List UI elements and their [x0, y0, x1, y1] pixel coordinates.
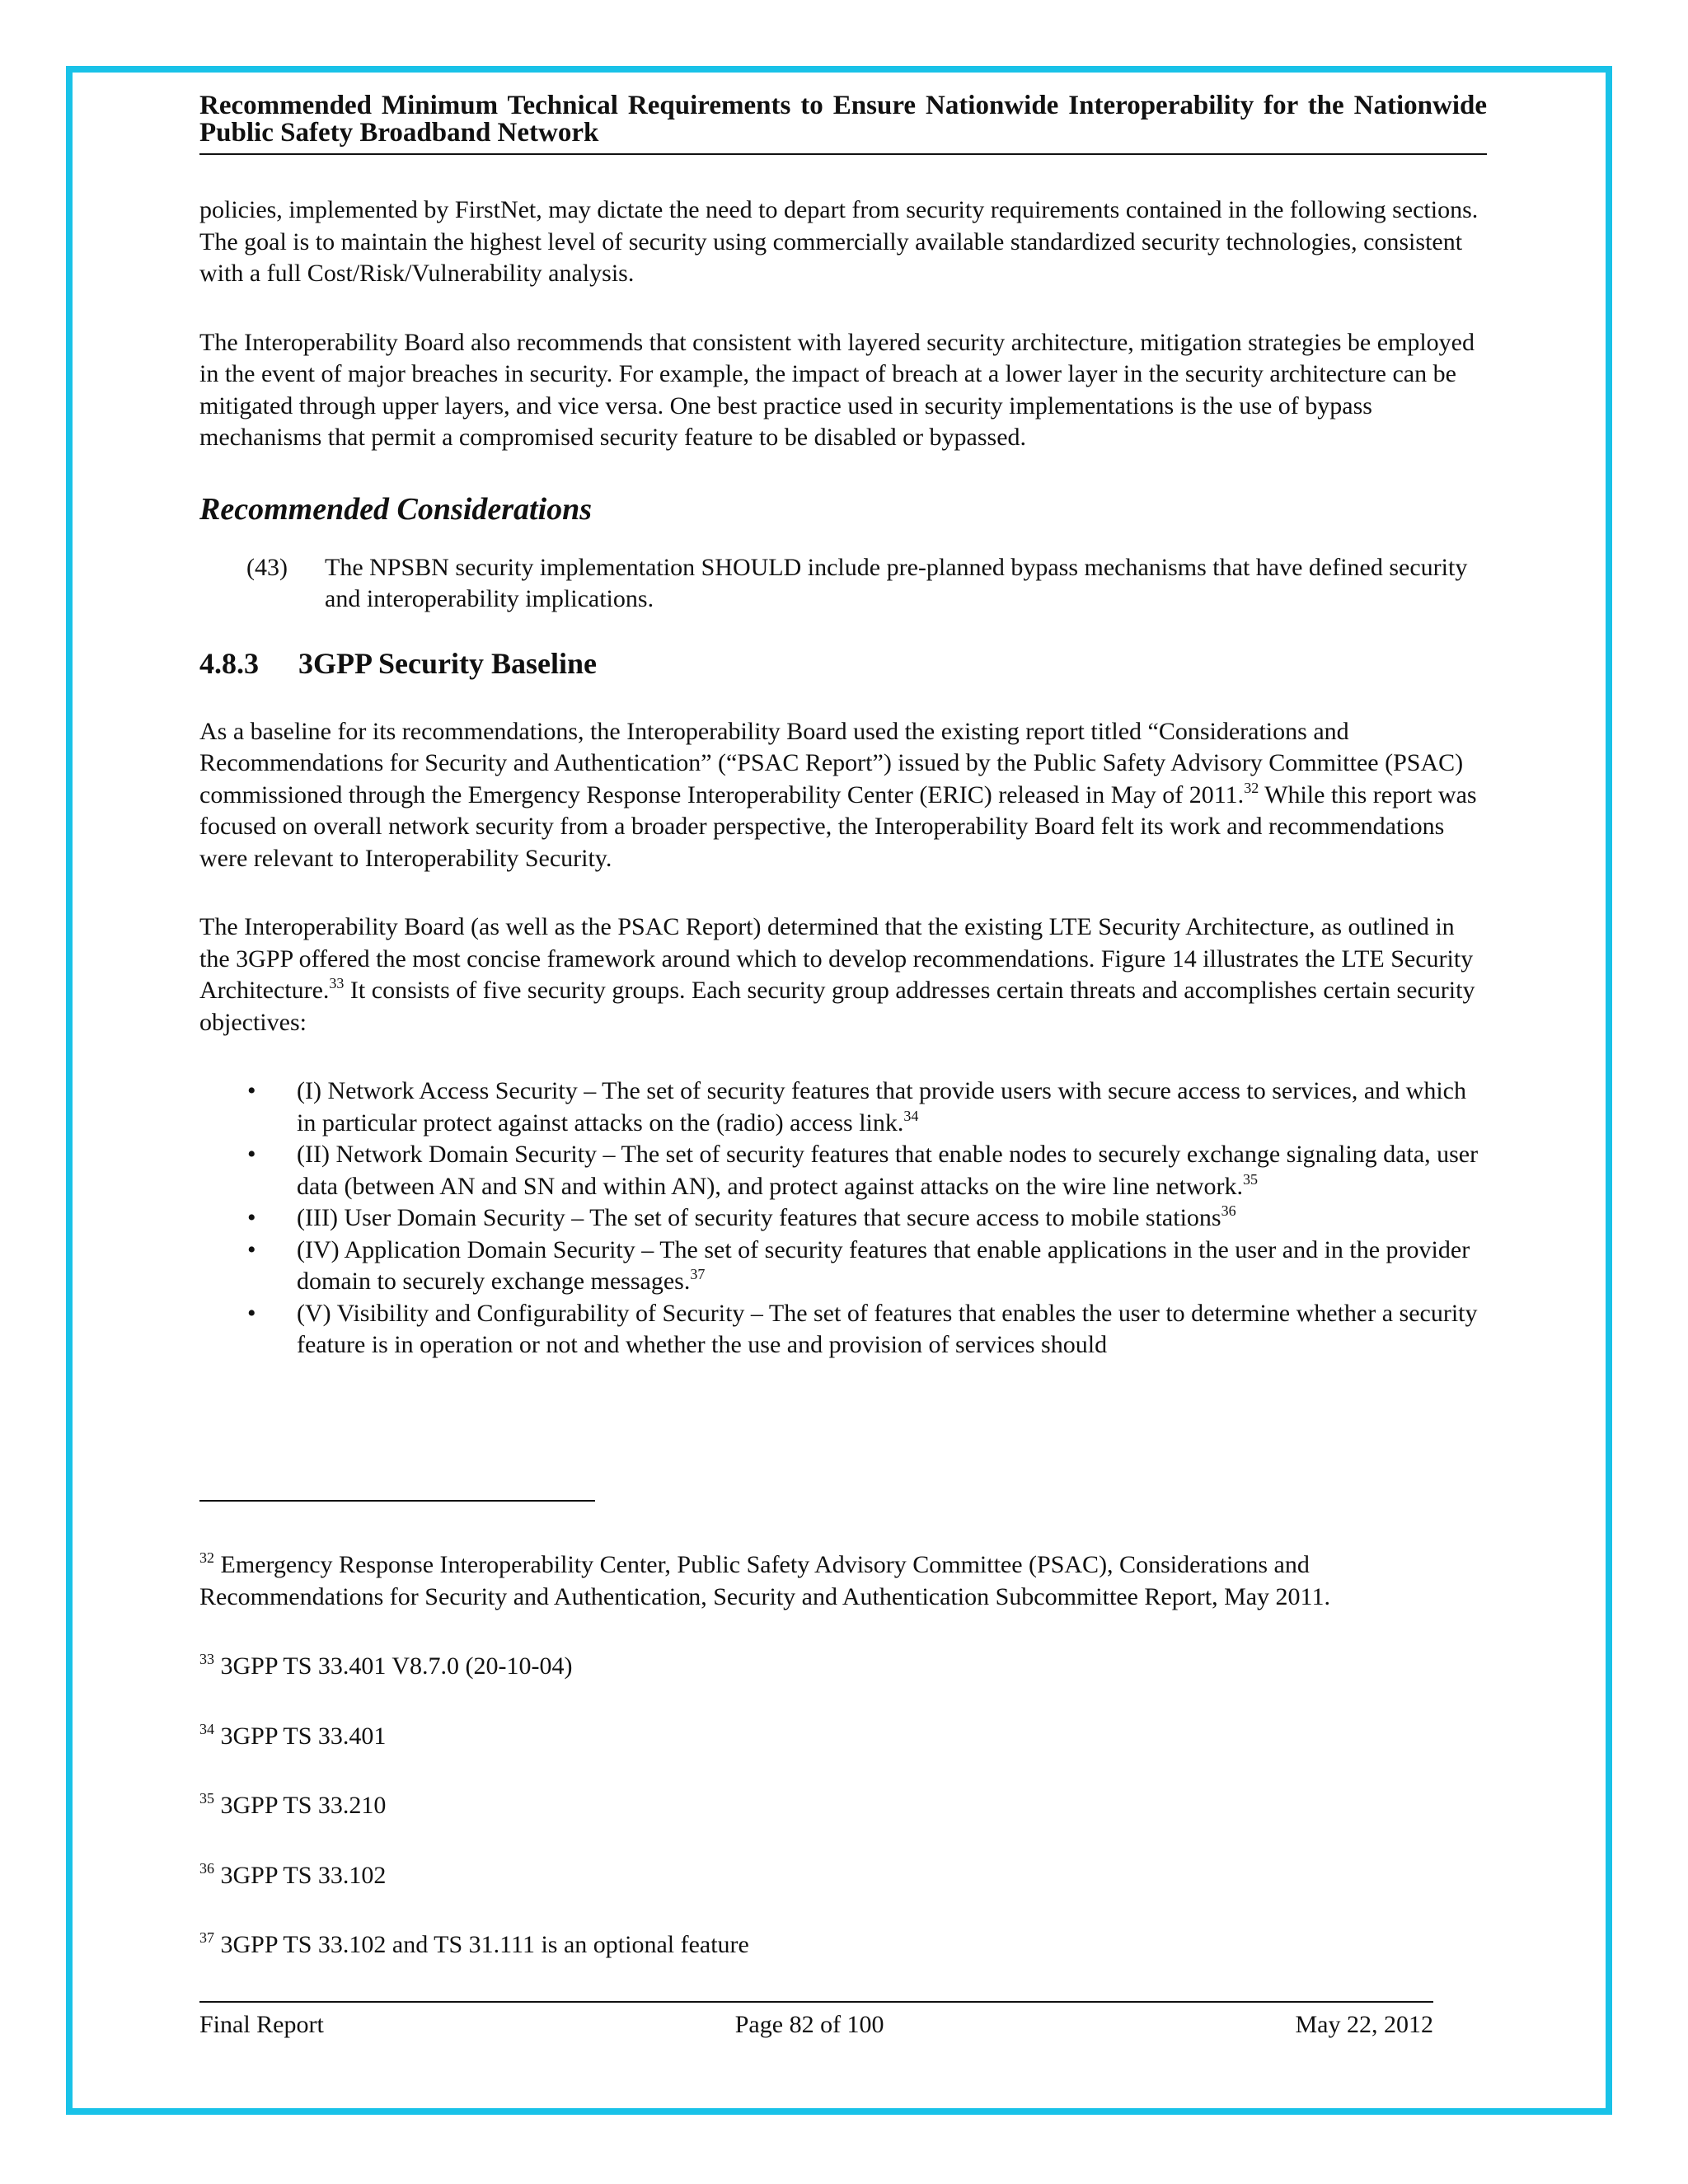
security-groups-list [199, 1076, 1481, 1361]
bullet-icon [199, 1139, 297, 1202]
list-item-text: (III) User Domain Security – The set of security features that secure access to mobile stations [297, 1204, 1221, 1231]
list-item-text: (I) Network Access Security – The set of security features that provide users with secure access to services, and which in particular protect against attacks on the (radio) access link. [297, 1077, 1466, 1137]
footnote-ref-32[interactable]: 32 [1244, 779, 1259, 796]
bullet-icon [199, 1076, 297, 1139]
list-item [199, 1298, 1481, 1361]
paragraph-1: policies, implemented by FirstNet, may dictate the need to depart from security requirements contained in the following sections. The goal is to maintain the highest level of security using commercially available standardized security technologies, consistent with a full Cost/Risk/Vulnerability analysis. [199, 196, 1479, 287]
list-item-text: (IV) Application Domain Security – The set of security features that enable applications in the user and in the provider domain to securely exchange messages. [297, 1235, 1470, 1295]
paragraph-4 [199, 912, 1481, 1038]
recommendation-number: (43) [246, 553, 288, 581]
footer-rule [199, 2001, 1433, 2003]
footnote-ref-36[interactable]: 36 [1221, 1202, 1236, 1219]
footnote-separator [199, 1500, 595, 1502]
footnote-number: 35 [199, 1790, 214, 1807]
section-title: 3GPP Security Baseline [298, 646, 597, 680]
footnote-number: 36 [199, 1859, 214, 1877]
footnote-36 [199, 1860, 1481, 1892]
footnotes [199, 1549, 1481, 1999]
footnote-33 [199, 1651, 1481, 1683]
header-rule [199, 153, 1487, 155]
footer-left: Final Report [199, 2011, 324, 2038]
footnote-number: 34 [199, 1720, 214, 1737]
footnote-37 [199, 1929, 1481, 1961]
list-item [199, 1076, 1481, 1139]
footnote-number: 37 [199, 1929, 214, 1946]
list-item-text: (V) Visibility and Configurability of Security – The set of features that enables the user to determine whether a security feature is in operation or not and whether the use and provision of services should [297, 1299, 1478, 1358]
recommendation-item [199, 552, 1481, 616]
section-heading [199, 645, 1481, 682]
section-number: 4.8.3 [199, 646, 259, 680]
footnote-ref-34[interactable]: 34 [903, 1107, 919, 1124]
list-item [199, 1202, 1481, 1235]
page-header [199, 92, 1487, 147]
bullet-icon [199, 1235, 297, 1298]
footnote-text: Emergency Response Interoperability Center, Public Safety Advisory Committee (PSAC), Considerations and Recommendations for Security and Authentication, Security and Authentication Subcommittee Report, May 2011. [199, 1551, 1330, 1610]
list-item [199, 1139, 1481, 1202]
recommendation-text: The NPSBN security implementation SHOULD include pre-planned bypass mechanisms that have defined security and interoperability implications. [325, 553, 1468, 612]
footer-date: May 22, 2012 [1295, 2011, 1433, 2038]
footnote-text: 3GPP TS 33.210 [214, 1792, 387, 1819]
footnote-text: 3GPP TS 33.102 and TS 31.111 is an optional feature [214, 1931, 749, 1958]
paragraph-2: The Interoperability Board also recommends that consistent with layered security architecture, mitigation strategies be employed in the event of major breaches in security. For example, the impact of breach at a lower layer in the security architecture can be mitigated through upper layers, and vice versa. One best practice used in security implementations is the use of bypass mechanisms that permit a compromised security feature to be disabled or bypassed. [199, 328, 1475, 451]
page-footer [199, 2009, 1433, 2041]
footnote-35 [199, 1790, 1481, 1822]
footnote-ref-35[interactable]: 35 [1243, 1170, 1259, 1188]
header-title: Recommended Minimum Technical Requirements to Ensure Nationwide Interoperability for the Nationwide Public Safety Broadband Network [199, 91, 1487, 148]
bullet-icon [199, 1202, 297, 1235]
paragraph-4-text-continued: It consists of five security groups. Each security group addresses certain threats and accomplishes certain security objectives: [199, 977, 1475, 1036]
paragraph-3 [199, 716, 1481, 875]
paragraph-3-text: As a baseline for its recommendations, the Interoperability Board used the existing report titled “Considerations and Recommendations for Security and Authentication” (“PSAC Report”) issued by the Public Safety Advisory Committee (PSAC) commissioned through the Emergency Response Interoperability Center (ERIC) released in May of 2011. [199, 717, 1464, 808]
footnote-text: 3GPP TS 33.102 [214, 1861, 387, 1889]
page-body [199, 194, 1481, 1361]
list-item [199, 1235, 1481, 1298]
page-number: Page 82 of 100 [734, 2011, 884, 2038]
footnote-34 [199, 1721, 1481, 1753]
footnote-ref-37[interactable]: 37 [690, 1266, 706, 1282]
bullet-icon [199, 1298, 297, 1361]
footnote-number: 32 [199, 1549, 214, 1566]
recommended-considerations-heading: Recommended Considerations [199, 491, 593, 527]
footnote-text: 3GPP TS 33.401 [214, 1722, 387, 1750]
footnote-32 [199, 1549, 1481, 1613]
list-item-text: (II) Network Domain Security – The set of security features that enable nodes to securely exchange signaling data, user data (between AN and SN and within AN), and protect against attacks on the wire line network. [297, 1141, 1479, 1200]
footnote-ref-33[interactable]: 33 [329, 975, 345, 991]
footnote-number: 33 [199, 1651, 214, 1667]
paragraph-4-text: The Interoperability Board (as well as the PSAC Report) determined that the existing LTE Security Architecture, as outlined in the 3GPP offered the most concise framework around which to develop recommendations. Figure 14 illustrates the LTE Security Architecture. [199, 913, 1474, 1004]
paragraph-3-text-continued: While this report was focused on overall network security from a broader perspective, the Interoperability Board felt its work and recommendations were relevant to Interoperability Security. [199, 780, 1477, 872]
footnote-text: 3GPP TS 33.401 V8.7.0 (20-10-04) [214, 1652, 573, 1680]
